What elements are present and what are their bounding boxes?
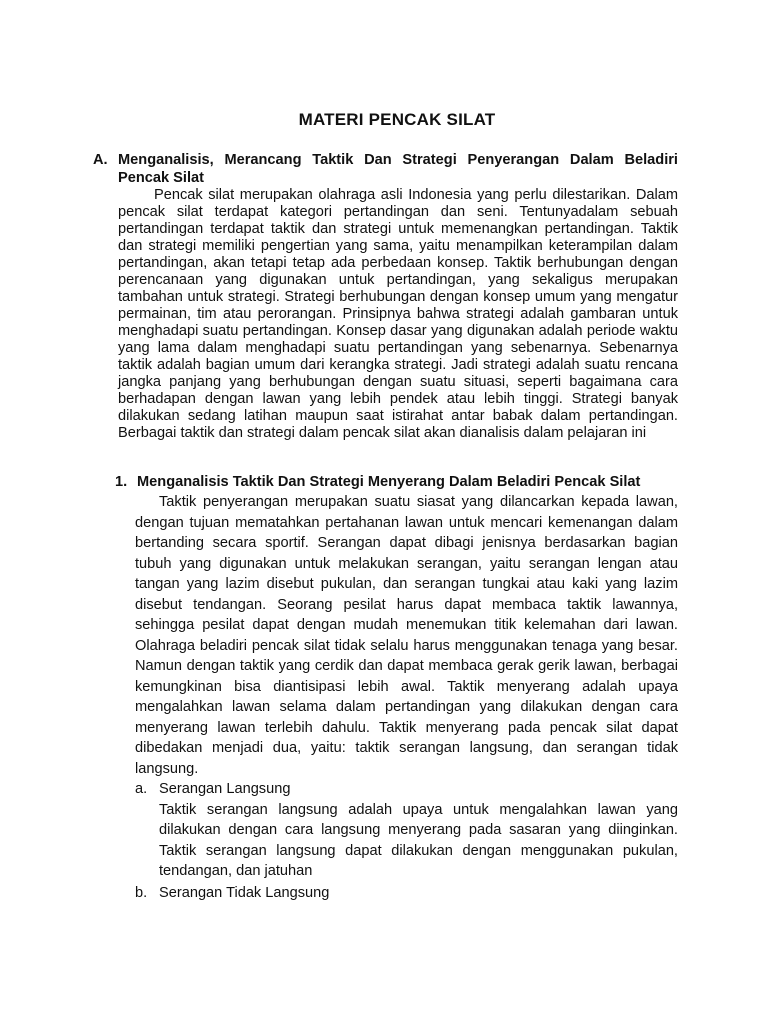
list-item-b-heading-text: Serangan Tidak Langsung: [159, 885, 330, 901]
section-a: [93, 151, 678, 442]
subsection-1-marker: 1.: [115, 474, 128, 490]
list-item-b: [135, 883, 678, 904]
subsection-1-paragraph: Taktik penyerangan merupakan suatu siasat yang dilancarkan kepada lawan, dengan tujuan mematahkan pertahanan lawan untuk mencari kemenangan dalam bertanding secara sportif. Serangan dapat dibagi jenisnya berdasarkan bagian tubuh yang digunakan untuk melakukan serangan, yaitu serangan lengan atau tangan yang lazim disebut pukulan, dan serangan tungkai atau kaki yang lazim disebut tendangan. Seorang pesilat harus dapat membaca taktik lawannya, sehingga pesilat dapat dengan mudah menemukan titik kelemahan dari lawan. Olahraga beladiri pencak silat tidak selalu harus menggunakan tenaga yang besar. Namun dengan taktik yang cerdik dan dapat membaca gerak gerik lawan, berbagai kemungkinan bisa diantisipasi lebih awal. Taktik menyerang adalah upaya mengalahkan lawan selama dalam pertandingan yang dilakukan dengan cara menyerang lawan terlebih dahulu. Taktik menyerang pada pencak silat dapat dibedakan menjadi dua, yaitu: taktik serangan langsung, dan serangan tidak langsung.: [135, 494, 678, 777]
list-item-a-marker: a.: [135, 781, 148, 797]
section-a-heading: [93, 151, 678, 187]
section-a-heading-text: Menganalisis, Merancang Taktik Dan Strategi Penyerangan Dalam Beladiri Pencak Silat: [118, 152, 678, 186]
list-item-a-heading: [135, 779, 678, 800]
section-a-marker: A.: [93, 152, 108, 168]
list-item-b-heading: [135, 883, 678, 904]
subsection-1-heading-text: Menganalisis Taktik Dan Strategi Menyerang Dalam Beladiri Pencak Silat: [137, 474, 641, 490]
list-item-a: [135, 779, 678, 882]
subsection-1: [115, 473, 678, 779]
section-a-paragraph: Pencak silat merupakan olahraga asli Indonesia yang perlu dilestarikan. Dalam pencak silat terdapat kategori pertandingan dan seni. Tentunyadalam sebuah pertandingan terdapat taktik dan strategi untuk memenangkan pertandingan. Taktik dan strategi memiliki pengertian yang sama, yaitu menampilkan keterampilan dalam pertandingan, akan tetapi tetap ada perbedaan konsep. Taktik berhubungan dengan perencanaan yang digunakan untuk pertandingan, yang sekaligus merupakan tambahan untuk strategi. Strategi berhubungan dengan konsep umum yang mengatur permainan, tim atau perorangan. Prinsipnya bahwa strategi adalah gambaran untuk menghadapi suatu pertandingan. Konsep dasar yang digunakan adalah periode waktu yang lama dalam menghadapi suatu pertandingan yang sebenarnya. Sebenarnya taktik adalah bagian umum dari kerangka strategi. Jadi strategi adalah suatu rencana jangka panjang yang berhubungan dengan suatu situasi, seperti bagaimana cara berhadapan dengan lawan yang lebih pendek atau lebih tinggi. Strategi banyak dilakukan sedang latihan maupun saat istirahat antar babak dalam pertandingan. Berbagai taktik dan strategi dalam pencak silat akan dianalisis dalam pelajaran ini: [118, 187, 678, 441]
list-item-a-paragraph: Taktik serangan langsung adalah upaya untuk mengalahkan lawan yang dilakukan dengan cara langsung menyerang pada sasaran yang diinginkan. Taktik serangan langsung dapat dilakukan dengan menggunakan pukulan, tendangan, dan jatuhan: [159, 801, 678, 879]
document-title: MATERI PENCAK SILAT: [298, 110, 496, 129]
subsection-1-heading: [115, 473, 678, 492]
list-item-b-marker: b.: [135, 885, 148, 901]
list-item-a-heading-text: Serangan Langsung: [159, 781, 291, 797]
